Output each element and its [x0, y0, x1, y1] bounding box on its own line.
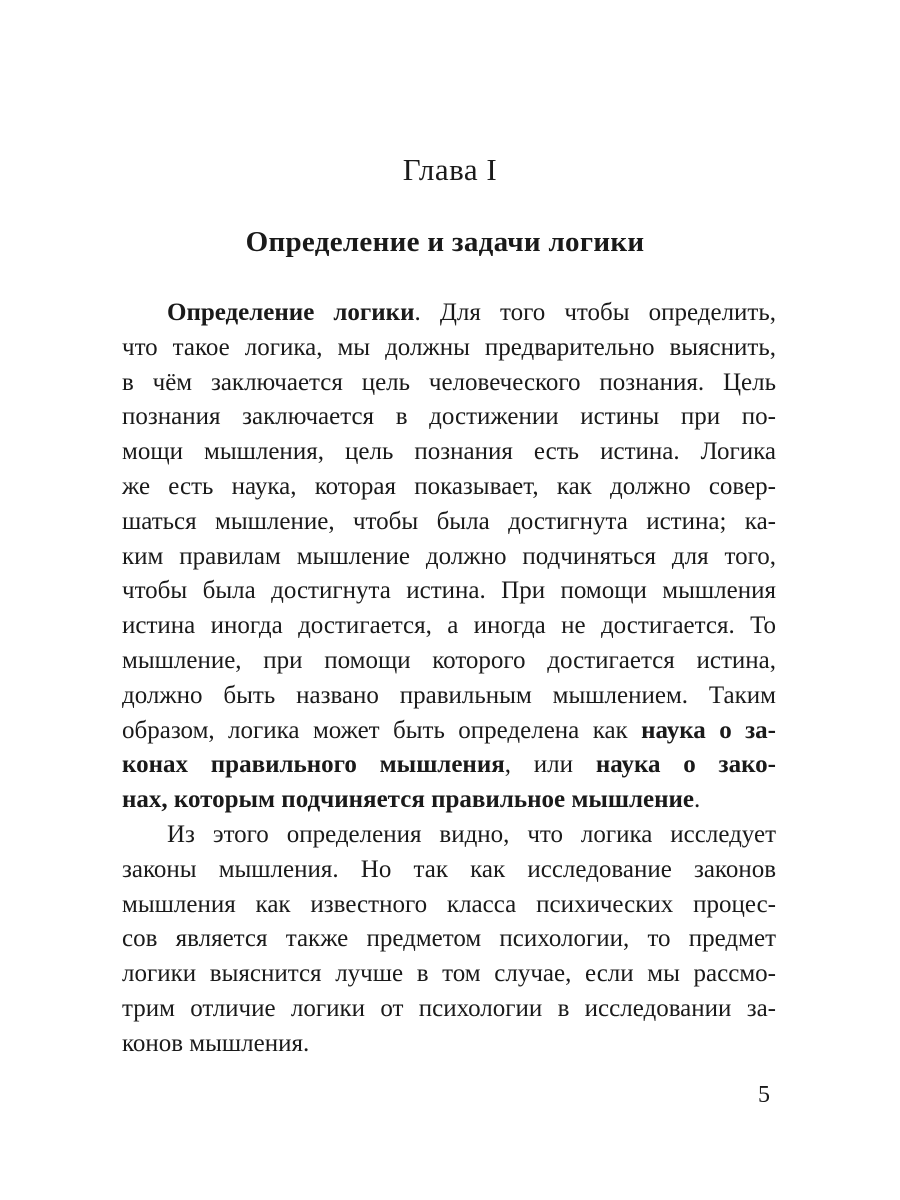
paragraph-1-line	[122, 748, 776, 783]
paragraph-2-line: законы мышления. Но так как исследование законов	[122, 855, 776, 883]
paragraph-1-line: познания заключается в достижении истины при по-	[122, 403, 776, 431]
paragraph-2-line: логики выяснится лучше в том случае, если мы рассмо-	[122, 960, 776, 988]
body-text	[122, 296, 776, 1062]
definition-bold: конах правильного мышления	[122, 751, 505, 779]
paragraph-1-line: ким правилам мышление должно подчиняться для того,	[122, 542, 776, 570]
paragraph-1-line: что такое логика, мы должны предварительно выяснить,	[122, 333, 776, 361]
text-span: .	[694, 786, 701, 814]
paragraph-2-line: сов является также предметом психологии, то предмет	[122, 925, 776, 953]
paragraph-1-line: истина иногда достигается, а иногда не достигается. То	[122, 612, 776, 640]
paragraph-1-line: мощи мышления, цель познания есть истина. Логика	[122, 438, 776, 466]
text-span: , или	[504, 751, 596, 779]
page-number: 5	[758, 1082, 770, 1108]
definition-bold: нах, которым подчиняется правильное мышление	[122, 786, 695, 814]
paragraph-2-line: мышления как известного класса психических процес-	[122, 890, 776, 918]
paragraph-1-line: шаться мышление, чтобы была достигнута истина; ка-	[122, 507, 776, 535]
term-bold: Определение логики	[167, 299, 415, 326]
paragraph-1-line	[122, 296, 776, 331]
definition-bold: наука о за-	[641, 716, 776, 744]
paragraph-1-line: мышление, при помощи которого достигается истина,	[122, 646, 776, 674]
paragraph-1-line	[122, 783, 776, 818]
paragraph-1-line: должно быть названо правильным мышлением. Таким	[122, 681, 776, 709]
paragraph-1-line: чтобы была достигнута истина. При помощи мышления	[122, 577, 776, 605]
paragraph-1-line: в чём заключается цель человеческого познания. Цель	[122, 368, 776, 396]
paragraph-1-line: же есть наука, которая показывает, как должно совер-	[122, 472, 776, 500]
paragraph-2-line: Из этого определения видно, что логика исследует	[167, 820, 776, 848]
text-span: . Для того чтобы определить,	[414, 299, 776, 326]
definition-bold: наука о зако-	[595, 751, 777, 779]
chapter-label: Глава I	[402, 152, 498, 187]
text-span: образом, логика может быть определена как	[122, 716, 642, 744]
paragraph-2-line: трим отличие логики от психологии в исследовании за-	[122, 994, 776, 1022]
paragraph-1-line	[122, 714, 776, 749]
paragraph-2-line: конов мышления.	[122, 1029, 310, 1057]
chapter-title: Определение и задачи логики	[245, 226, 645, 258]
